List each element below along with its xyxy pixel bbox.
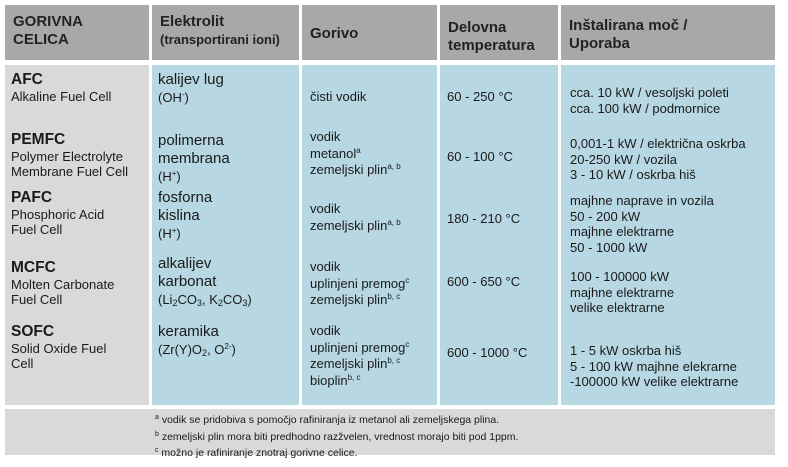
fuel-cell-name bbox=[11, 131, 147, 179]
fuel-cell-abbr: MCFC bbox=[11, 259, 56, 276]
fuel-cell-abbr: PAFC bbox=[11, 189, 53, 206]
fuel-item: vodik bbox=[310, 259, 341, 274]
header-line: CELICA bbox=[13, 31, 69, 48]
power-item: cca. 10 kW / vesoljski poleti bbox=[570, 85, 729, 100]
power-item: 20-250 kW / vozila bbox=[570, 151, 677, 167]
electrolyte-name: keramika bbox=[158, 323, 219, 340]
fuel-list bbox=[310, 201, 435, 234]
power-item: cca. 100 kW / podmornice bbox=[570, 100, 721, 116]
electrolyte bbox=[158, 255, 297, 308]
electrolyte-name: kalijev lug bbox=[158, 71, 224, 88]
fuel-cell-full-name: Solid Oxide Fuel bbox=[11, 341, 107, 356]
power-usage bbox=[570, 85, 772, 116]
fuel-cell-abbr: PEMFC bbox=[11, 131, 66, 148]
power-item: velike elektrarne bbox=[570, 300, 665, 315]
electrolyte-formula: (H+) bbox=[158, 226, 181, 241]
header-delovna-temperatura bbox=[440, 5, 558, 60]
operating-temperature: 600 - 650 °C bbox=[447, 274, 521, 289]
fuel-item: uplinjeni premog$^c$ bbox=[310, 339, 410, 355]
electrolyte-formula: ($Zr(Y)O_2$, $O^{2-}$) bbox=[158, 342, 236, 358]
electrolyte-name: polimerna bbox=[158, 132, 224, 149]
fuel-cell-full-name: Phosphoric Acid bbox=[11, 207, 105, 222]
fuel-item: bioplin$^{b, c}$ bbox=[310, 372, 361, 388]
power-item: majhne elektrarne bbox=[570, 284, 675, 300]
power-usage bbox=[570, 136, 772, 183]
header-line: Delovna bbox=[448, 19, 507, 36]
header-line: Inštalirana moč / bbox=[569, 17, 688, 34]
footnote-line: $^a$ vodik se pridobiva s pomočjo rafiniranja iz metanol ali zemeljskega plina. bbox=[155, 414, 500, 426]
fuel-cell-name bbox=[11, 323, 147, 371]
power-usage bbox=[570, 343, 772, 390]
power-item: -100000 kW velike elektrarne bbox=[570, 374, 739, 389]
fuel-cell-full-name: Molten Carbonate bbox=[11, 277, 115, 292]
power-item: 5 - 100 kW majhne elekrarne bbox=[570, 358, 737, 374]
footnote-line: $^b$ zemeljski plin mora biti predhodno razžvelen, vrednost morajo biti pod 1ppm. bbox=[155, 430, 519, 443]
electrolyte-name: fosforna bbox=[158, 189, 213, 206]
fuel-cell-name bbox=[11, 189, 147, 237]
footnotes bbox=[5, 409, 775, 459]
fuel-cell-full-name: Polymer Electrolyte bbox=[11, 149, 123, 164]
fuel-item: zemeljski plin$^{b, c}$ bbox=[310, 356, 401, 371]
electrolyte-name: kislina bbox=[158, 207, 200, 224]
fuel-cell-name bbox=[11, 259, 147, 307]
fuel-item: metanol$^a$ bbox=[310, 145, 361, 161]
fuel-item: vodik bbox=[310, 129, 341, 144]
fuel-list bbox=[310, 323, 435, 389]
operating-temperature: 60 - 250 °C bbox=[447, 89, 513, 104]
fuel-cell-full-name: Alkaline Fuel Cell bbox=[11, 89, 112, 104]
fuel-item: čisti vodik bbox=[310, 89, 367, 104]
fuel-item: vodik bbox=[310, 323, 341, 338]
fuel-list bbox=[310, 89, 435, 106]
fuel-cell-abbr: SOFC bbox=[11, 323, 55, 340]
fuel-item: zemeljski plin$^{a, b}$ bbox=[310, 162, 401, 177]
electrolyte bbox=[158, 189, 297, 242]
header-elektrolit bbox=[152, 5, 299, 60]
header-line: Uporaba bbox=[569, 35, 630, 52]
electrolyte-formula: ($Li_2CO_3$, $K_2CO_3$) bbox=[158, 292, 252, 308]
header-line: Elektrolit bbox=[160, 13, 225, 30]
fuel-cell-full-name: Fuel Cell bbox=[11, 222, 63, 237]
power-item: 3 - 10 kW / oskrba hiš bbox=[570, 167, 696, 182]
power-item: 50 - 200 kW bbox=[570, 208, 641, 224]
fuel-cell-name bbox=[11, 71, 147, 104]
electrolyte bbox=[158, 71, 297, 106]
fuel-list bbox=[310, 129, 435, 179]
power-item: 50 - 1000 kW bbox=[570, 239, 648, 255]
power-item: majhne naprave in vozila bbox=[570, 193, 714, 208]
header-sub: (transportirani ioni) bbox=[160, 32, 280, 47]
fuel-cell-full-name: Fuel Cell bbox=[11, 292, 63, 307]
electrolyte-formula: (OH-) bbox=[158, 90, 189, 105]
fuel-cell-table bbox=[5, 5, 775, 457]
fuel-cell-full-name: Cell bbox=[11, 356, 34, 371]
header-instalirana-moc bbox=[561, 5, 775, 60]
fuel-item: zemeljski plin$^{a, b}$ bbox=[310, 217, 401, 233]
power-item: 1 - 5 kW oskrba hiš bbox=[570, 343, 682, 358]
power-item: 100 - 100000 kW bbox=[570, 269, 670, 284]
header-line: Gorivo bbox=[310, 25, 359, 42]
fuel-list bbox=[310, 259, 435, 309]
electrolyte-name: membrana bbox=[158, 150, 230, 167]
header-gorivo bbox=[302, 5, 437, 60]
operating-temperature: 600 - 1000 °C bbox=[447, 345, 528, 360]
fuel-cell-full-name: Membrane Fuel Cell bbox=[11, 164, 129, 179]
header-line: GORIVNA bbox=[13, 13, 84, 30]
power-item: 0,001-1 kW / električna oskrba bbox=[570, 136, 746, 151]
fuel-item: uplinjeni premog$^c$ bbox=[310, 275, 410, 291]
power-usage bbox=[570, 269, 772, 316]
fuel-item: zemeljski plin$^{b, c}$ bbox=[310, 292, 401, 307]
operating-temperature: 60 - 100 °C bbox=[447, 149, 513, 164]
power-item: majhne elektrarne bbox=[570, 224, 675, 239]
electrolyte bbox=[158, 132, 297, 185]
electrolyte bbox=[158, 323, 297, 358]
fuel-item: vodik bbox=[310, 201, 341, 216]
operating-temperature: 180 - 210 °C bbox=[447, 211, 521, 226]
electrolyte-formula: (H+) bbox=[158, 169, 181, 184]
electrolyte-name: alkalijev bbox=[158, 255, 212, 272]
power-usage bbox=[570, 193, 772, 255]
header-gorivna-celica bbox=[5, 5, 149, 60]
footnote-line: $^c$ možno je rafiniranje znotraj gorivne celice. bbox=[155, 447, 358, 459]
electrolyte-name: karbonat bbox=[158, 273, 217, 290]
header-line: temperatura bbox=[448, 37, 535, 54]
fuel-cell-abbr: AFC bbox=[11, 71, 43, 88]
